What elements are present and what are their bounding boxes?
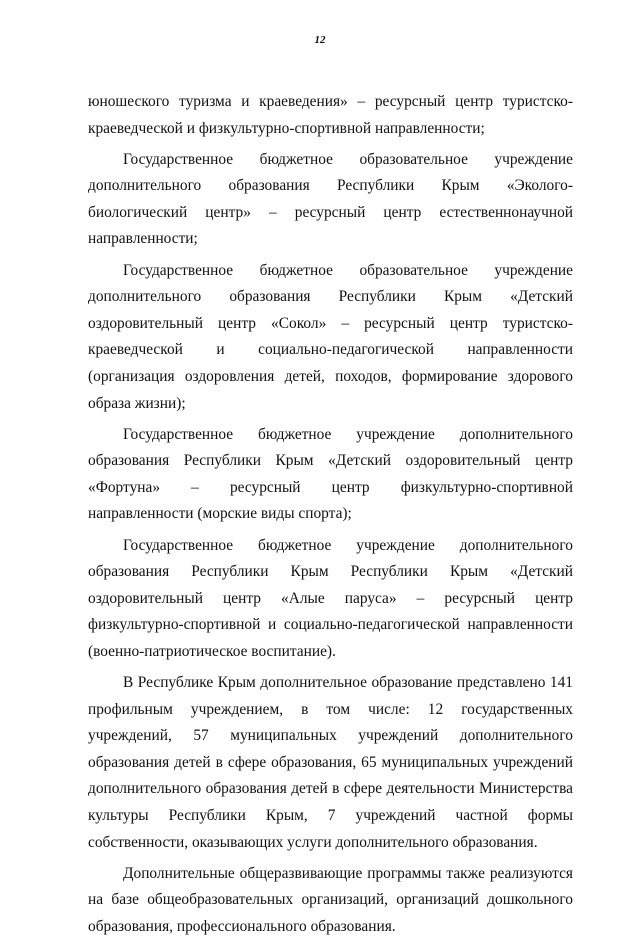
page-number: 12: [314, 34, 326, 46]
paragraph-eco-bio-center: Государственное бюджетное образовательное учреждение дополнительного образования Республики Крым «Эколого-биологический центр» – ресурсный центр естественнонаучной направленности;: [88, 150, 573, 248]
paragraph-statistics: В Республике Крым дополнительное образование представлено 141 профильным учреждением, в том числе: 12 государственных учреждений, 57 муниципальных учреждений дополнительного образования детей в сфере образования, 65 муниципальных учреждений дополнительного образования детей в сфере деятельности Министерства культуры Республики Крым, 7 учреждений частной формы собственности, оказывающих услуги дополнительного образования.: [88, 673, 573, 851]
paragraph-fortuna-center: Государственное бюджетное учреждение дополнительного образования Республики Крым «Детский оздоровительный центр «Фортуна» – ресурсный центр физкультурно-спортивной направленности (морские виды спорта);: [88, 425, 573, 523]
paragraph-alye-parusa-center: Государственное бюджетное учреждение дополнительного образования Республики Крым Республики Крым «Детский оздоровительный центр «Алые паруса» – ресурсный центр физкультурно-спортивной и социально-педагогической направленности (военно-патриотическое воспитание).: [88, 536, 573, 660]
paragraph-sokol-center: Государственное бюджетное образовательное учреждение дополнительного образования Республики Крым «Детский оздоровительный центр «Сокол» – ресурсный центр туристско-краеведческой и социально-педагогической направленности (организация оздоровления детей, походов, формирование здорового образа жизни);: [88, 261, 573, 412]
paragraph-continuation: юношеского туризма и краеведения» – ресурсный центр туристско-краеведческой и физкультурно-спортивной направленности;: [88, 93, 573, 137]
document-body: [88, 89, 573, 945]
paragraph-programs: Дополнительные общеразвивающие программы также реализуются на базе общеобразовательных организаций, организаций дошкольного образования, профессионального образования.: [88, 864, 573, 935]
